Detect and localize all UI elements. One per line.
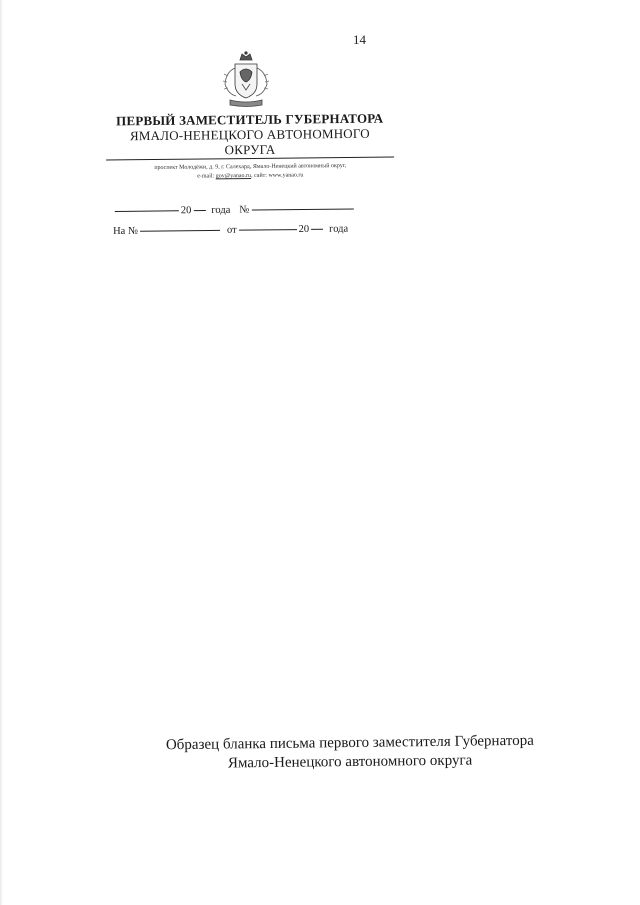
letterhead — [100, 110, 401, 182]
scan-edge-shadow — [0, 0, 3, 905]
coat-of-arms-icon — [218, 50, 274, 108]
caption-line-2: Ямало-Ненецкого автономного округа — [227, 752, 473, 772]
sample-caption — [140, 731, 560, 774]
caption-line-1: Образец бланка письма первого заместителя Губернатора — [165, 732, 534, 754]
from-label: от — [226, 224, 237, 236]
reply-number-blank — [140, 230, 220, 232]
reply-to-label: На № — [113, 225, 139, 237]
date-blank — [115, 210, 179, 212]
position-title: ПЕРВЫЙ ЗАМЕСТИТЕЛЬ ГУБЕРНАТОРА — [116, 110, 384, 129]
email-label: e-mail: — [197, 173, 215, 180]
year-suffix-2: года — [329, 223, 349, 235]
email-link[interactable]: gov@yanao.ru — [215, 172, 252, 180]
site-link[interactable]: www.yanao.ru — [268, 172, 304, 179]
contacts-line — [100, 170, 400, 182]
reply-date-blank — [239, 229, 297, 231]
reply-to-row — [113, 223, 373, 246]
year-prefix: 20 — [180, 205, 192, 217]
page-number: 14 — [353, 32, 366, 47]
registration-fields — [113, 203, 373, 246]
address-line: проспект Молодёжи, д. 9, г. Салехард, Ямало-Ненецкий автономный округ, — [154, 162, 347, 172]
number-blank — [251, 208, 353, 210]
site-label: , сайт: — [251, 172, 267, 179]
year-blank — [193, 210, 205, 211]
date-number-row — [113, 203, 373, 226]
year-suffix: года — [211, 204, 231, 216]
year-prefix-2: 20 — [298, 223, 310, 236]
year-blank-2 — [311, 229, 323, 230]
region-name: ЯМАЛО-НЕНЕЦКОГО АВТОНОМНОГО ОКРУГА — [106, 125, 394, 160]
number-sign: № — [239, 204, 250, 216]
